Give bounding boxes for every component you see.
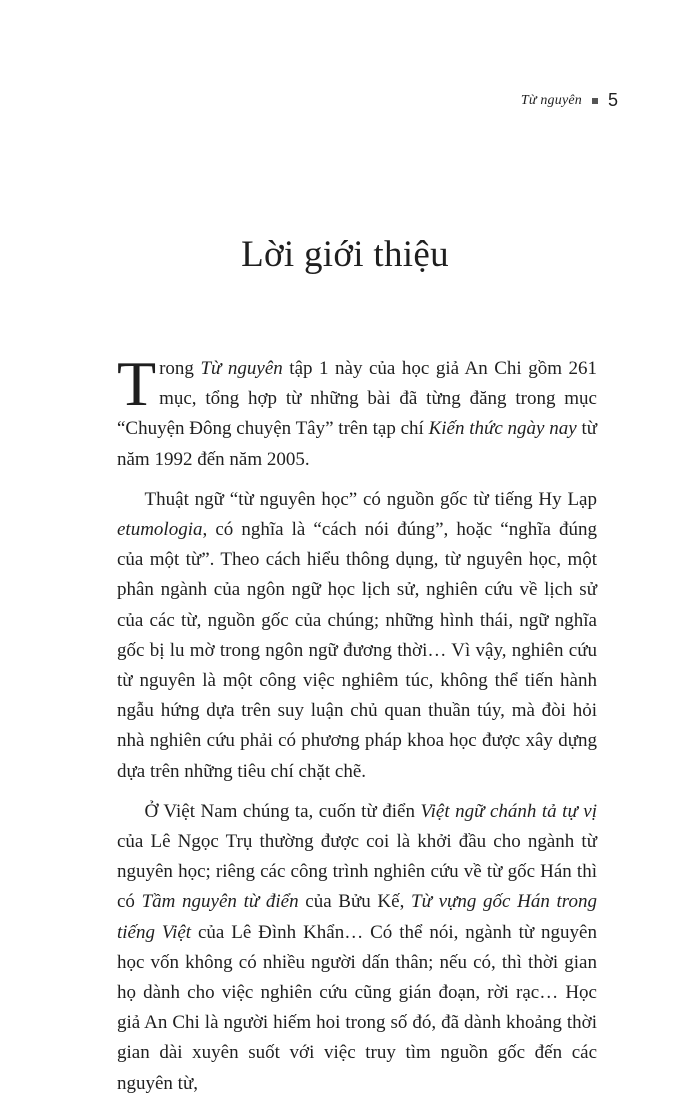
body-text	[117, 348, 598, 1109]
p1-text-1: rong	[159, 358, 201, 379]
p3-italic-3: Từ vựng gốc Hán trong tiếng Việt	[117, 891, 597, 943]
p3-text-1: Ở Việt Nam chúng ta, cuốn từ điển	[144, 800, 421, 822]
p3-text-3: của Bửu Kế,	[298, 891, 411, 913]
p1-text-2: tập 1 này của học giả An Chi gồm 261 mục, tổng hợp từ những bài đã từng đăng trong mục “Chuyện Đông chuyện Tây” trên tạp chí	[117, 358, 598, 440]
p3-text-2: của Lê Ngọc Trụ thường được coi là khởi đầu cho ngành từ nguyên học; riêng các công trình nghiên cứu về từ gốc Hán thì có	[117, 831, 597, 913]
p1-italic-2: Kiến thức ngày nay	[428, 418, 577, 440]
paragraph-1	[117, 348, 598, 475]
paragraph-2	[117, 485, 597, 787]
chapter-title: Lời giới thiệu	[241, 234, 449, 275]
running-head-title: Từ nguyên	[520, 92, 582, 108]
p2-text-1: Thuật ngữ “từ nguyên học” có nguồn gốc từ tiếng Hy Lạp	[144, 488, 597, 510]
running-head	[521, 90, 618, 111]
drop-cap: T	[117, 348, 157, 419]
p1-italic-1: Từ nguyên	[200, 358, 283, 379]
square-bullet-icon	[592, 98, 598, 104]
page-number: 5	[607, 90, 618, 110]
p2-text-2: , có nghĩa là “cách nói đúng”, hoặc “nghĩa đúng của một từ”. Theo cách hiểu thông dụng, từ nguyên học, một phân ngành của ngôn ngữ học lịch sử, nghiên cứu về lịch sử của các từ, nguồn gốc của chúng; những hình thái, ngữ nghĩa gốc bị lu mờ trong ngôn ngữ đương thời… Vì vậy, nghiên cứu từ nguyên là một công việc nghiêm túc, không thể tiến hành ngẫu hứng dựa trên suy luận chủ quan thuần túy, mà đòi hỏi nhà nghiên cứu phải có phương pháp khoa học được xây dựng dựa trên những tiêu chí chặt chẽ.	[117, 519, 597, 782]
p2-italic-1: etumologia	[117, 519, 203, 541]
p1-text-3: từ năm 1992 đến năm 2005.	[117, 418, 598, 470]
p3-text-4: của Lê Đình Khẩn… Có thể nói, ngành từ nguyên học vốn không có nhiều người dấn thân; nếu có, thì thời gian họ dành cho việc nghiên cứu cũng gián đoạn, rời rạc… Học giả An Chi là người hiếm hoi trong số đó, đã dành khoảng thời gian dài xuyên suốt với việc truy tìm nguồn gốc đến các nguyên từ,	[117, 921, 597, 1094]
p3-italic-1: Việt ngữ chánh tả tự vị	[420, 800, 598, 822]
paragraph-3	[117, 797, 597, 1099]
p3-italic-2: Tầm nguyên từ điển	[141, 891, 299, 913]
